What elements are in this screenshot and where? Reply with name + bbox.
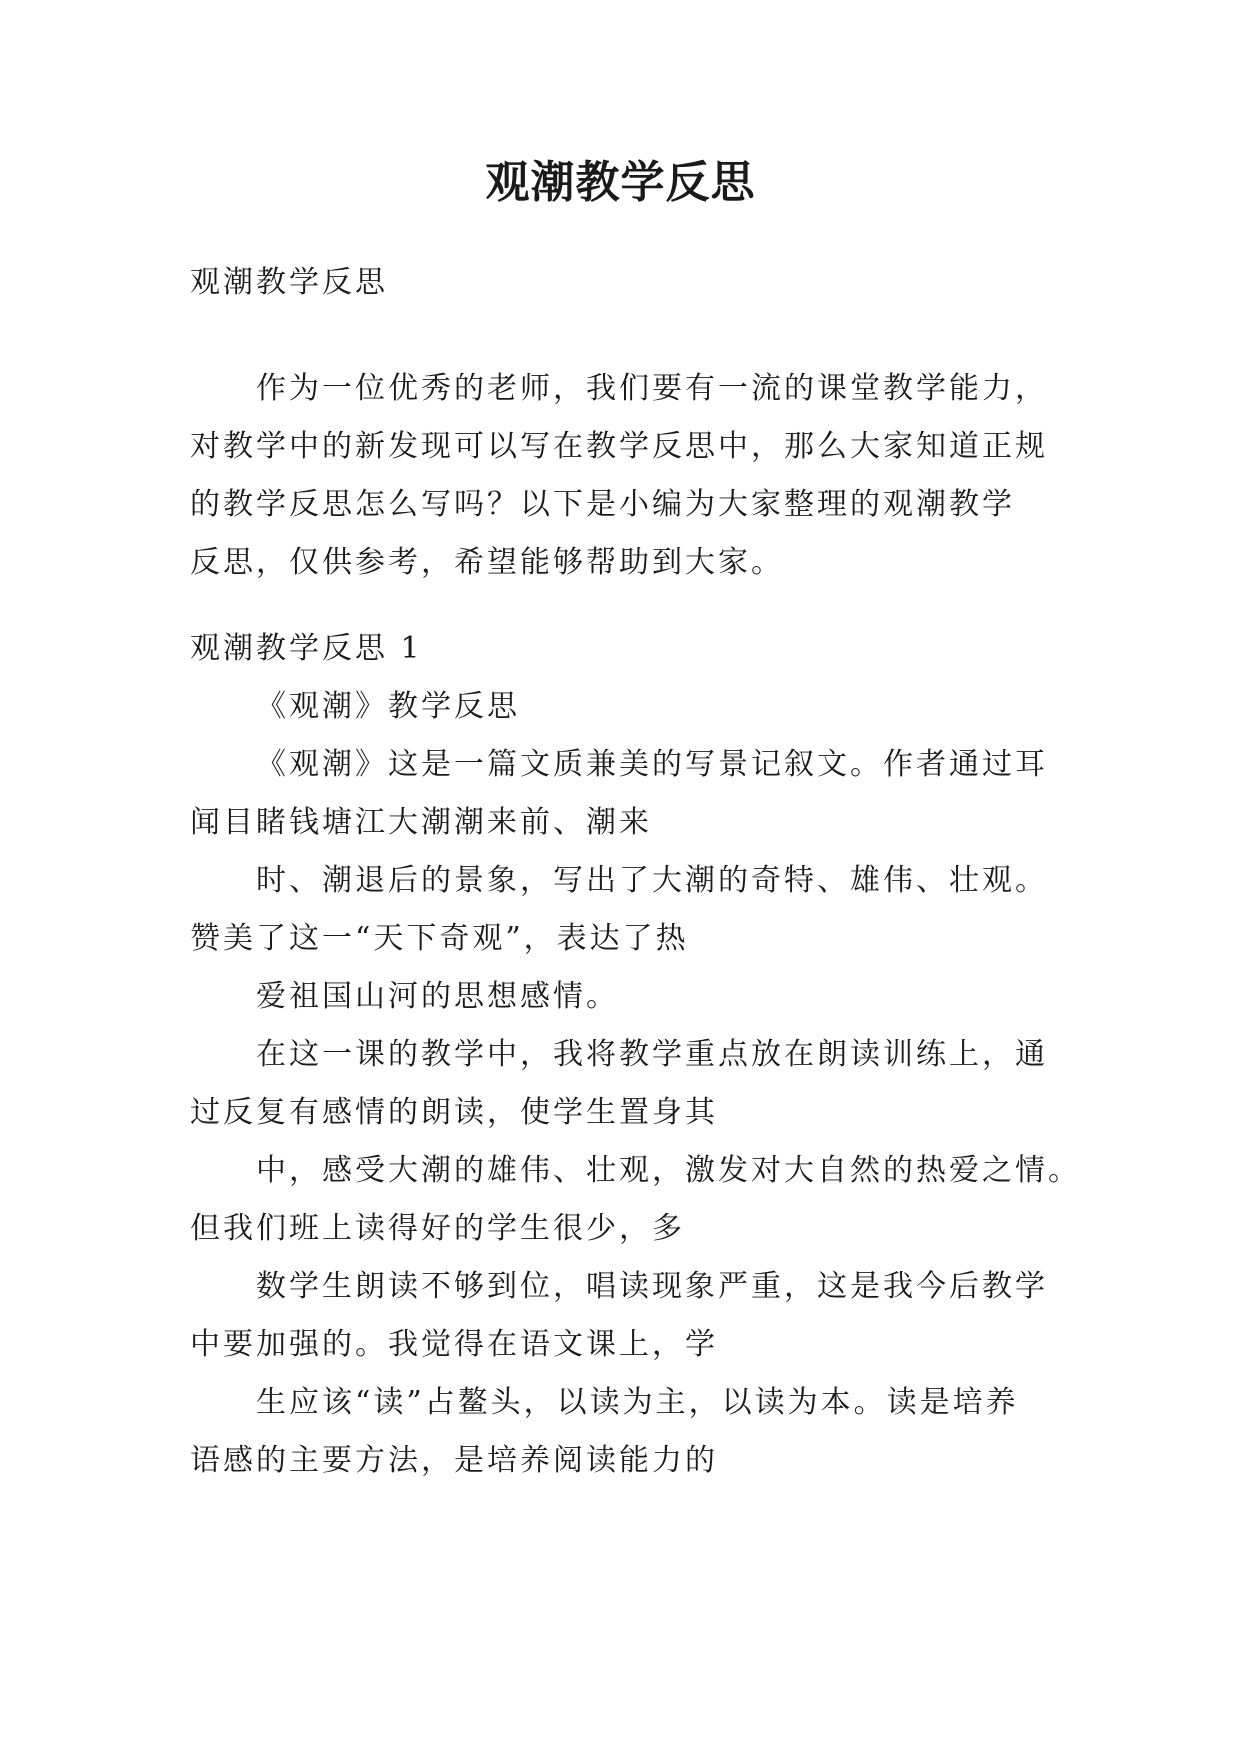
intro-line: 对教学中的新发现可以写在教学反思中，那么大家知道正规: [190, 429, 1048, 464]
section-line: 《观潮》教学反思: [256, 689, 520, 724]
section-line: 中要加强的。我觉得在语文课上，学: [190, 1327, 718, 1362]
section-heading-text: 观潮教学反思 1: [190, 631, 423, 666]
intro-line: 的教学反思怎么写吗？以下是小编为大家整理的观潮教学: [190, 487, 1015, 522]
section-line: 《观潮》这是一篇文质兼美的写景记叙文。作者通过耳: [256, 747, 1048, 782]
section-line: 数学生朗读不够到位，唱读现象严重，这是我今后教学: [256, 1269, 1048, 1304]
section-body: [190, 678, 1081, 1490]
intro-line: 反思，仅供参考，希望能够帮助到大家。: [190, 545, 784, 580]
section-line: 时、潮退后的景象，写出了大潮的奇特、雄伟、壮观。: [256, 863, 1048, 898]
subtitle-text: 观潮教学反思: [190, 265, 388, 300]
intro-line: 作为一位优秀的老师，我们要有一流的课堂教学能力，: [256, 371, 1048, 406]
section-line: 爱祖国山河的思想感情。: [256, 979, 619, 1014]
section-line: 在这一课的教学中，我将教学重点放在朗读训练上，通: [256, 1037, 1048, 1072]
document-subtitle: [190, 254, 1060, 312]
section-line: 但我们班上读得好的学生很少，多: [190, 1211, 685, 1246]
section-line: 过反复有感情的朗读，使学生置身其: [190, 1095, 718, 1130]
document-title: 观潮教学反思: [485, 157, 756, 208]
section-line: 中，感受大潮的雄伟、壮观，激发对大自然的热爱之情。: [256, 1153, 1081, 1188]
section-line: 生应该“读”占鳌头，以读为主，以读为本。读是培养: [256, 1385, 1019, 1420]
section-heading: [190, 620, 1060, 678]
section-line: 语感的主要方法，是培养阅读能力的: [190, 1443, 718, 1478]
section-line: 闻目睹钱塘江大潮潮来前、潮来: [190, 805, 652, 840]
intro-paragraph: [190, 360, 1060, 592]
section-line: 赞美了这一“天下奇观”，表达了热: [190, 921, 689, 956]
